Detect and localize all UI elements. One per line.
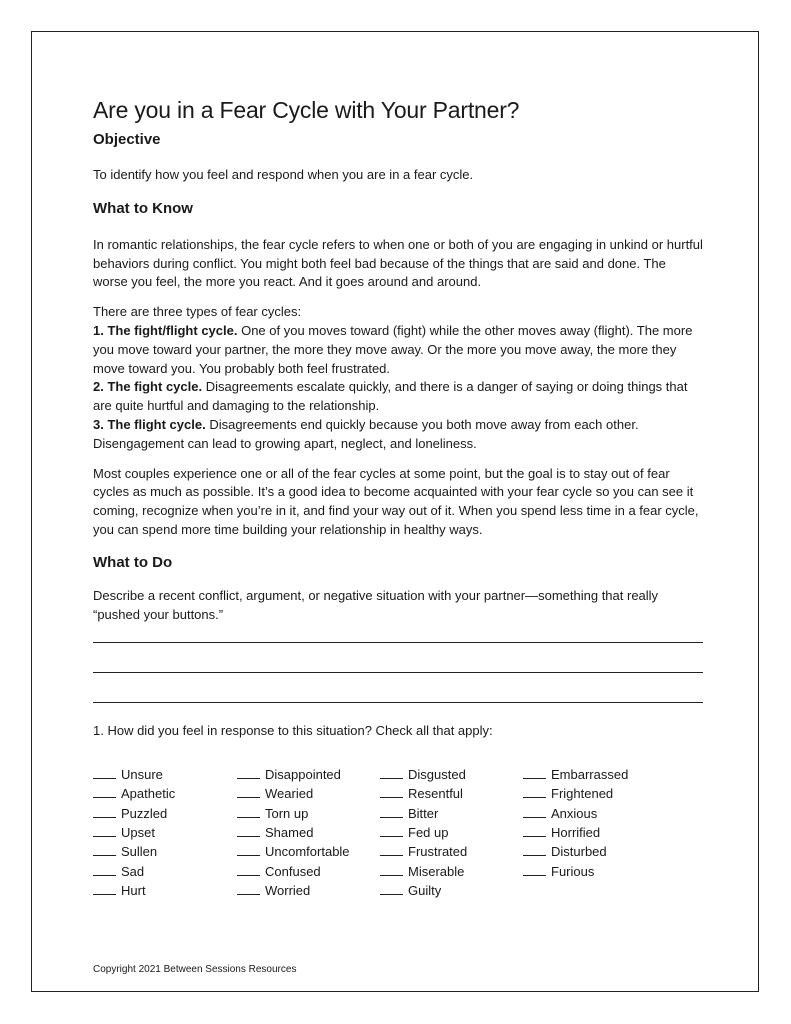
check-blank[interactable] <box>93 843 116 856</box>
types-intro: There are three types of fear cycles: <box>93 304 302 320</box>
feeling-label: Horrified <box>551 825 601 841</box>
feeling-label: Resentful <box>408 786 463 802</box>
objective-text: To identify how you feel and respond when you are in a fear cycle. <box>93 167 474 182</box>
check-blank[interactable] <box>523 843 546 856</box>
feeling-item <box>93 784 237 803</box>
feeling-label: Frustrated <box>408 844 468 860</box>
feeling-item <box>93 804 237 823</box>
feeling-item <box>523 804 673 823</box>
check-blank[interactable] <box>93 785 116 798</box>
feeling-label: Wearied <box>265 786 314 802</box>
copyright-footer: Copyright 2021 Between Sessions Resources <box>93 964 297 975</box>
check-blank[interactable] <box>380 805 403 818</box>
feeling-item <box>93 881 237 900</box>
feeling-label: Fed up <box>408 825 449 841</box>
answer-line[interactable] <box>93 624 703 643</box>
feeling-item <box>237 784 380 803</box>
check-blank[interactable] <box>523 805 546 818</box>
feeling-label: Puzzled <box>121 805 168 821</box>
feeling-item <box>93 862 237 881</box>
feeling-item <box>380 862 523 881</box>
feeling-item <box>523 842 673 861</box>
feeling-label: Torn up <box>265 805 309 821</box>
feeling-label: Furious <box>551 863 595 879</box>
check-blank[interactable] <box>237 785 260 798</box>
check-blank[interactable] <box>237 805 260 818</box>
check-blank[interactable] <box>93 805 116 818</box>
what-to-know-heading: What to Know <box>93 199 193 217</box>
type-label-flight: 3. The flight cycle. <box>93 416 206 432</box>
feeling-item <box>380 765 523 784</box>
question-1: 1. How did you feel in response to this situation? Check all that apply: <box>93 723 493 739</box>
feeling-item <box>380 823 523 842</box>
feeling-item <box>237 862 380 881</box>
check-blank[interactable] <box>380 766 403 779</box>
check-blank[interactable] <box>93 863 116 876</box>
check-blank[interactable] <box>237 824 260 837</box>
check-blank[interactable] <box>380 824 403 837</box>
check-blank[interactable] <box>237 843 260 856</box>
what-to-do-heading: What to Do <box>93 553 173 571</box>
feeling-item <box>237 823 380 842</box>
feeling-label: Embarrassed <box>551 767 629 783</box>
check-blank[interactable] <box>237 863 260 876</box>
feeling-item <box>380 842 523 861</box>
describe-prompt: Describe a recent conflict, argument, or negative situation with your partner—something that really “pushed your buttons.” <box>93 587 659 622</box>
feeling-item <box>523 784 673 803</box>
feeling-label: Apathetic <box>121 786 176 802</box>
feeling-label: Upset <box>121 825 155 841</box>
check-blank[interactable] <box>380 843 403 856</box>
check-blank[interactable] <box>380 785 403 798</box>
type-text-fight: Disagreements escalate quickly, and there is a danger of saying or doing things that are quite hurtful and damaging to the relationship. <box>93 379 688 414</box>
type-label-fight: 2. The fight cycle. <box>93 379 203 395</box>
feeling-label: Bitter <box>408 805 439 821</box>
feelings-column <box>93 765 237 900</box>
feeling-label: Hurt <box>121 882 146 898</box>
check-blank[interactable] <box>523 863 546 876</box>
feeling-label: Worried <box>265 882 311 898</box>
feeling-item <box>237 765 380 784</box>
feeling-item <box>523 862 673 881</box>
check-blank[interactable] <box>380 882 403 895</box>
fear-cycle-types <box>93 303 703 453</box>
check-blank[interactable] <box>237 882 260 895</box>
feeling-item <box>237 804 380 823</box>
feeling-item <box>237 842 380 861</box>
feeling-item <box>93 842 237 861</box>
worksheet-content <box>93 96 703 900</box>
answer-line[interactable] <box>93 643 703 673</box>
feeling-label: Disturbed <box>551 844 607 860</box>
feelings-checklist <box>93 765 703 900</box>
page-title: Are you in a Fear Cycle with Your Partner? <box>93 97 520 123</box>
feeling-item <box>93 823 237 842</box>
check-blank[interactable] <box>523 824 546 837</box>
feeling-label: Guilty <box>408 882 442 898</box>
check-blank[interactable] <box>237 766 260 779</box>
feelings-column <box>523 765 673 900</box>
check-blank[interactable] <box>523 766 546 779</box>
feeling-item <box>523 765 673 784</box>
feelings-column <box>237 765 380 900</box>
feeling-label: Shamed <box>265 825 314 841</box>
feeling-label: Sullen <box>121 844 158 860</box>
feeling-label: Anxious <box>551 805 598 821</box>
answer-line[interactable] <box>93 673 703 703</box>
feeling-item <box>380 804 523 823</box>
check-blank[interactable] <box>93 766 116 779</box>
feeling-item <box>93 765 237 784</box>
fear-cycle-definition: In romantic relationships, the fear cycle refers to when one or both of you are engaging in unkind or hurtful behaviors during conflict. You might both feel bad because of the things that are said and done. The worse you feel, the more you react. And it goes around and around. <box>93 236 703 290</box>
feeling-label: Disappointed <box>265 767 341 783</box>
objective-heading: Objective <box>93 131 161 148</box>
feeling-label: Disgusted <box>408 767 466 783</box>
type-label-fight-flight: 1. The fight/flight cycle. <box>93 322 238 338</box>
check-blank[interactable] <box>93 882 116 895</box>
feeling-label: Confused <box>265 863 321 879</box>
feeling-item <box>237 881 380 900</box>
feeling-label: Uncomfortable <box>265 844 350 860</box>
feelings-column <box>380 765 523 900</box>
feeling-label: Frightened <box>551 786 614 802</box>
check-blank[interactable] <box>380 863 403 876</box>
check-blank[interactable] <box>523 785 546 798</box>
feeling-item <box>380 784 523 803</box>
goal-paragraph: Most couples experience one or all of the fear cycles at some point, but the goal is to stay out of fear cycles as much as possible. It’s a good idea to become acquainted with your fear cycle so you can see it coming, recognize when you’re in it, and find your way out of it. When you spend less time in a fear cycle, you can spend more time building your relationship in healthy ways. <box>93 465 699 537</box>
feeling-label: Sad <box>121 863 145 879</box>
type-text-flight: Disagreements end quickly because you both move away from each other. Disengagement can lead to growing apart, neglect, and loneliness. <box>93 416 639 451</box>
check-blank[interactable] <box>93 824 116 837</box>
feeling-label: Miserable <box>408 863 465 879</box>
feeling-item <box>380 881 523 900</box>
feeling-item <box>523 823 673 842</box>
feeling-label: Unsure <box>121 767 163 783</box>
type-text-fight-flight: One of you moves toward (fight) while the other moves away (flight). The more you move toward your partner, the more they move away. Or the more you move away, the more they move toward you. You probably both feel frustrated. <box>93 322 693 376</box>
